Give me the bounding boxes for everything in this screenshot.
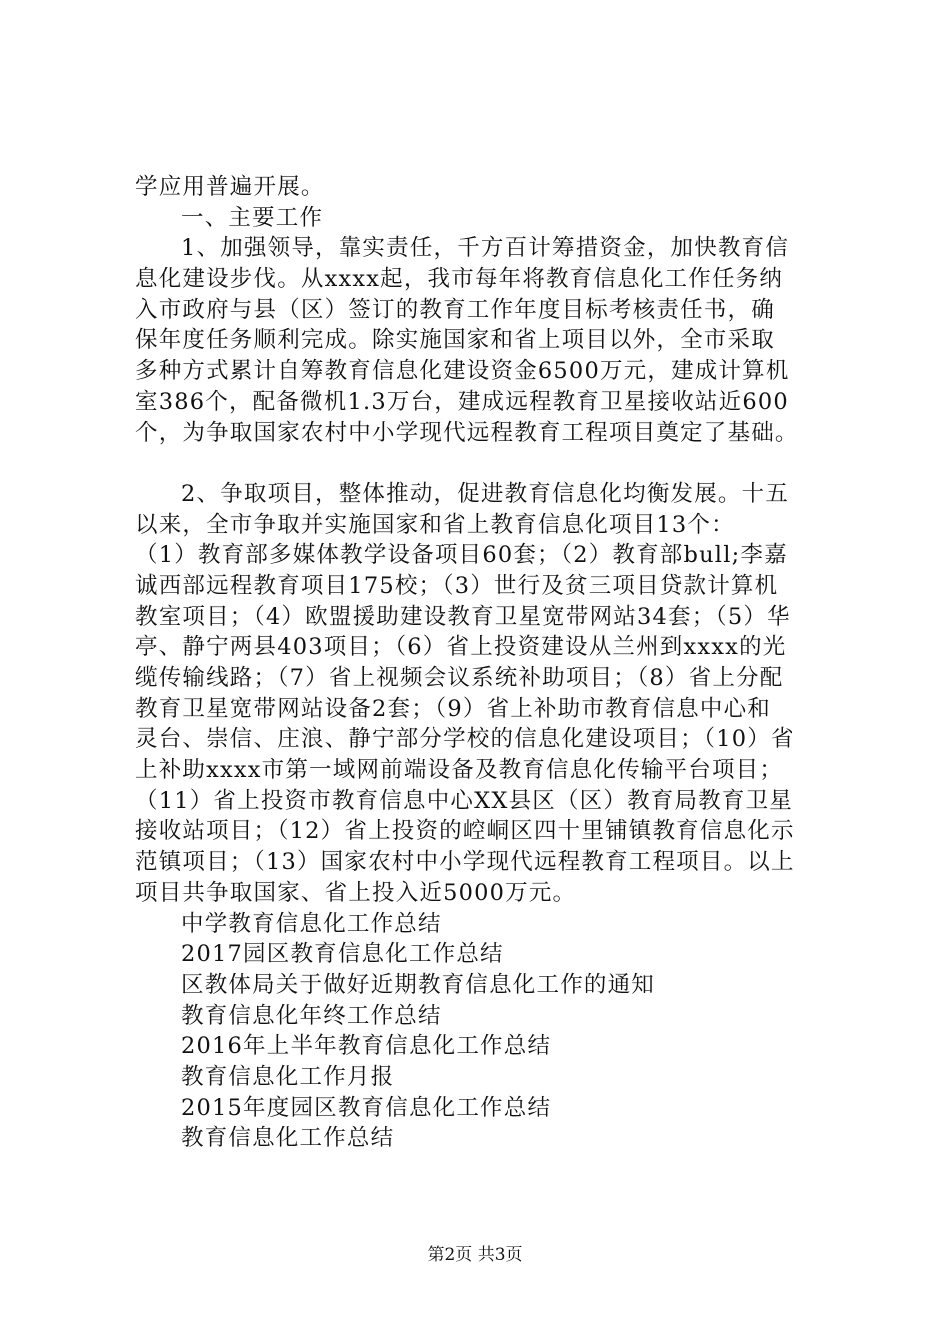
paragraph-line: 教室项目；（4）欧盟援助建设教育卫星宽带网站34套；（5）华 xyxy=(135,603,791,630)
paragraph-line: 上补助xxxx市第一域网前端设备及教育信息化传输平台项目； xyxy=(135,757,784,784)
paragraph-line: （1）教育部多媒体教学设备项目60套；（2）教育部bull;李嘉 xyxy=(135,542,788,569)
related-article-link[interactable]: 教育信息化工作总结 xyxy=(181,1125,395,1152)
paragraph-line: （11）省上投资市教育信息中心XX县区（区）教育局教育卫星 xyxy=(135,787,793,814)
paragraph-line: 接收站项目；（12）省上投资的崆峒区四十里铺镇教育信息化示 xyxy=(135,818,795,845)
paragraph-line: 灵台、崇信、庄浪、静宁部分学校的信息化建设项目；（10）省 xyxy=(135,726,795,753)
paragraph-line: 缆传输线路；（7）省上视频会议系统补助项目；（8）省上分配 xyxy=(135,665,784,691)
related-articles-list xyxy=(135,909,835,1155)
paragraph-line: 保年度任务顺利完成。除实施国家和省上项目以外，全市采取 xyxy=(135,327,775,354)
paragraph-line: 2、争取项目，整体推动，促进教育信息化均衡发展。十五 xyxy=(181,480,790,507)
paragraph-line: 范镇项目；（13）国家农村中小学现代远程教育工程项目。以上 xyxy=(135,849,795,876)
paragraph-line: 个，为争取国家农村中小学现代远程教育工程项目奠定了基础。 xyxy=(135,419,799,446)
related-article-link[interactable]: 教育信息化年终工作总结 xyxy=(181,1002,442,1029)
paragraph-spacer xyxy=(135,448,835,479)
page-indicator: 第2页 共3页 xyxy=(427,1245,523,1265)
related-article-link[interactable]: 2015年度园区教育信息化工作总结 xyxy=(181,1094,552,1121)
paragraph-line: 项目共争取国家、省上投入近5000万元。 xyxy=(135,879,577,906)
paragraph-line: 多种方式累计自筹教育信息化建设资金6500万元，建成计算机 xyxy=(135,358,790,385)
section-heading: 一、主要工作 xyxy=(181,204,324,231)
paragraph-2 xyxy=(135,479,835,909)
paragraph-line: 1、加强领导，靠实责任，千方百计筹措资金，加快教育信 xyxy=(181,235,790,262)
paragraph-line: 室386个，配备微机1.3万台，建成远程教育卫星接收站近600 xyxy=(135,388,789,415)
related-article-link[interactable]: 2017园区教育信息化工作总结 xyxy=(181,941,504,968)
paragraph-line: 以来，全市争取并实施国家和省上教育信息化项目13个： xyxy=(135,511,735,538)
paragraph-line: 教育卫星宽带网站设备2套；（9）省上补助市教育信息中心和 xyxy=(135,695,771,722)
paragraph-line: 息化建设步伐。从xxxx起，我市每年将教育信息化工作任务纳 xyxy=(135,266,784,293)
paragraph-line: 诚西部远程教育项目175校；（3）世行及贫三项目贷款计算机 xyxy=(135,572,779,599)
related-article-link[interactable]: 中学教育信息化工作总结 xyxy=(181,910,442,937)
related-article-link[interactable]: 2016年上半年教育信息化工作总结 xyxy=(181,1033,552,1060)
paragraph-line: 亭、静宁两县403项目；（6）省上投资建设从兰州到xxxx的光 xyxy=(135,634,787,661)
intro-tail-text: 学应用普遍开展。 xyxy=(135,174,325,200)
document-body xyxy=(135,172,835,1154)
related-article-link[interactable]: 教育信息化工作月报 xyxy=(181,1063,395,1090)
paragraph-1 xyxy=(135,233,835,448)
paragraph-line: 入市政府与县（区）签订的教育工作年度目标考核责任书，确 xyxy=(135,296,775,323)
related-article-link[interactable]: 区教体局关于做好近期教育信息化工作的通知 xyxy=(181,971,656,998)
